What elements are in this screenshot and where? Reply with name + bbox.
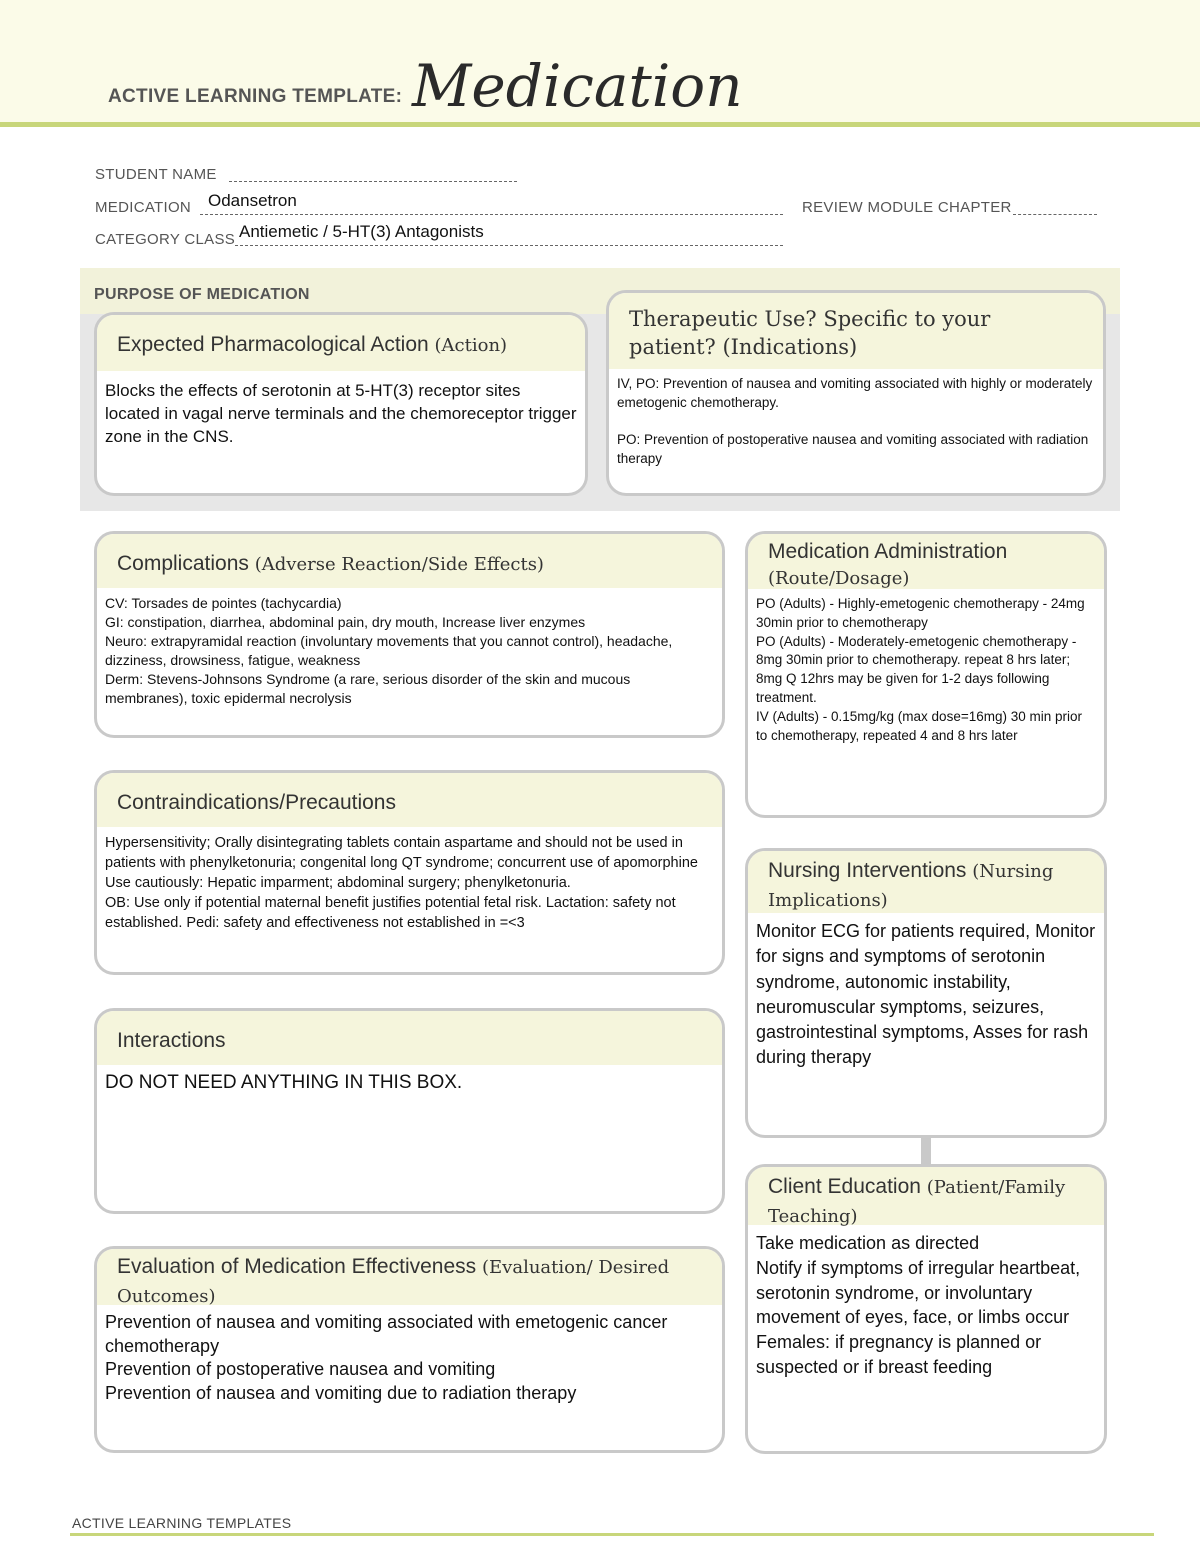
client-education-body: Take medication as directed Notify if symptoms of irregular heartbeat, serotonin syndrome, or involuntary movement of eyes, face, or limbs occur Females: if pregnancy is planned or suspected or if breast feeding — [756, 1233, 1081, 1377]
action-heading: Expected Pharmacological Action (Action) — [97, 315, 585, 371]
medication-field[interactable] — [200, 214, 783, 215]
review-module-label: REVIEW MODULE CHAPTER — [802, 199, 1012, 216]
evaluation-heading: Evaluation of Medication Effectiveness (Evaluation/ Desired Outcomes) — [97, 1249, 722, 1305]
medication-value: Odansetron — [208, 191, 297, 210]
complications-box — [94, 531, 725, 738]
interactions-body: DO NOT NEED ANYTHING IN THIS BOX. — [105, 1072, 463, 1093]
interactions-heading: Interactions — [97, 1011, 722, 1065]
indications-body-1: IV, PO: Prevention of nausea and vomiting associated with highly or moderately emetogenic chemotherapy. — [617, 376, 1093, 410]
medication-label: MEDICATION — [95, 199, 192, 216]
action-box — [94, 312, 588, 496]
template-label: ACTIVE LEARNING TEMPLATE: — [108, 86, 403, 107]
nursing-box — [745, 848, 1107, 1138]
client-education-heading: Client Education (Patient/Family Teaching) — [748, 1167, 1104, 1225]
template-title: Medication — [412, 52, 743, 120]
contraindications-heading: Contraindications/Precautions — [97, 773, 722, 827]
administration-heading: Medication Administration (Route/Dosage) — [748, 534, 1104, 589]
nursing-body: Monitor ECG for patients required, Monitor for signs and symptoms of serotonin syndrome, autonomic instability, neuromuscular symptoms, seizures, gastrointestinal symptoms, Asses for rash during therapy — [756, 921, 1096, 1068]
footer-text: ACTIVE LEARNING TEMPLATES — [72, 1515, 292, 1531]
purpose-title: PURPOSE OF MEDICATION — [94, 286, 310, 303]
header-divider — [0, 122, 1200, 127]
complications-heading: Complications (Adverse Reaction/Side Effects) — [97, 534, 722, 588]
indications-heading: Therapeutic Use? Specific to your patient? (Indications) — [609, 293, 1103, 369]
evaluation-box — [94, 1246, 725, 1453]
contraindications-body: Hypersensitivity; Orally disintegrating tablets contain aspartame and should not be used in patients with phenylketonuria; congenital long QT syndrome; concurrent use of apomorphine Use cautiously: Hepatic imparment; abdominal surgery; phenylketonuria. OB: Use only if potential maternal benefit justifies potential fetal risk. Lactation: safety not established. Pedi: safety and effectiveness not established in =<3 — [105, 835, 698, 931]
administration-box — [745, 531, 1107, 818]
evaluation-body: Prevention of nausea and vomiting associated with emetogenic cancer chemotherapy Prevention of postoperative nausea and vomiting Prevention of nausea and vomiting due to radiation therapy — [105, 1312, 668, 1403]
indications-body-2: PO: Prevention of postoperative nausea and vomiting associated with radiation therapy — [617, 432, 1089, 466]
contraindications-box — [94, 770, 725, 975]
complications-body: CV: Torsades de pointes (tachycardia) GI: constipation, diarrhea, abdominal pain, dry mouth, Increase liver enzymes Neuro: extrapyramidal reaction (involuntary movements that you cannot control), headache, dizziness, drowsiness, fatigue, weakness Derm: Stevens-Johnsons Syndrome (a rare, serious disorder of the skin and mucous membranes), toxic epidermal necrolysis — [105, 595, 673, 706]
review-module-field[interactable] — [1013, 214, 1097, 215]
indications-box — [606, 290, 1106, 496]
student-name-label: STUDENT NAME — [95, 166, 217, 183]
category-value: Antiemetic / 5-HT(3) Antagonists — [239, 222, 484, 241]
footer-divider — [70, 1533, 1154, 1536]
indications-body — [609, 369, 1103, 468]
interactions-box — [94, 1008, 725, 1214]
nursing-heading: Nursing Interventions (Nursing Implications) — [748, 851, 1104, 913]
student-name-field[interactable] — [229, 181, 517, 182]
client-education-box — [745, 1164, 1107, 1454]
category-field[interactable] — [235, 245, 783, 246]
category-label: CATEGORY CLASS — [95, 231, 236, 248]
action-body: Blocks the effects of serotonin at 5-HT(3) receptor sites located in vagal nerve terminals and the chemoreceptor trigger zone in the CNS. — [105, 381, 577, 446]
administration-body: PO (Adults) - Highly-emetogenic chemotherapy - 24mg 30min prior to chemotherapy PO (Adults) - Moderately-emetogenic chemotherapy - 8mg 30min prior to chemotherapy. repeat 8 hrs later; 8mg Q 12hrs may be given for 1-2 days following treatment. IV (Adults) - 0.15mg/kg (max dose=16mg) 30 min prior to chemotherapy, repeated 4 and 8 hrs later — [756, 596, 1085, 743]
